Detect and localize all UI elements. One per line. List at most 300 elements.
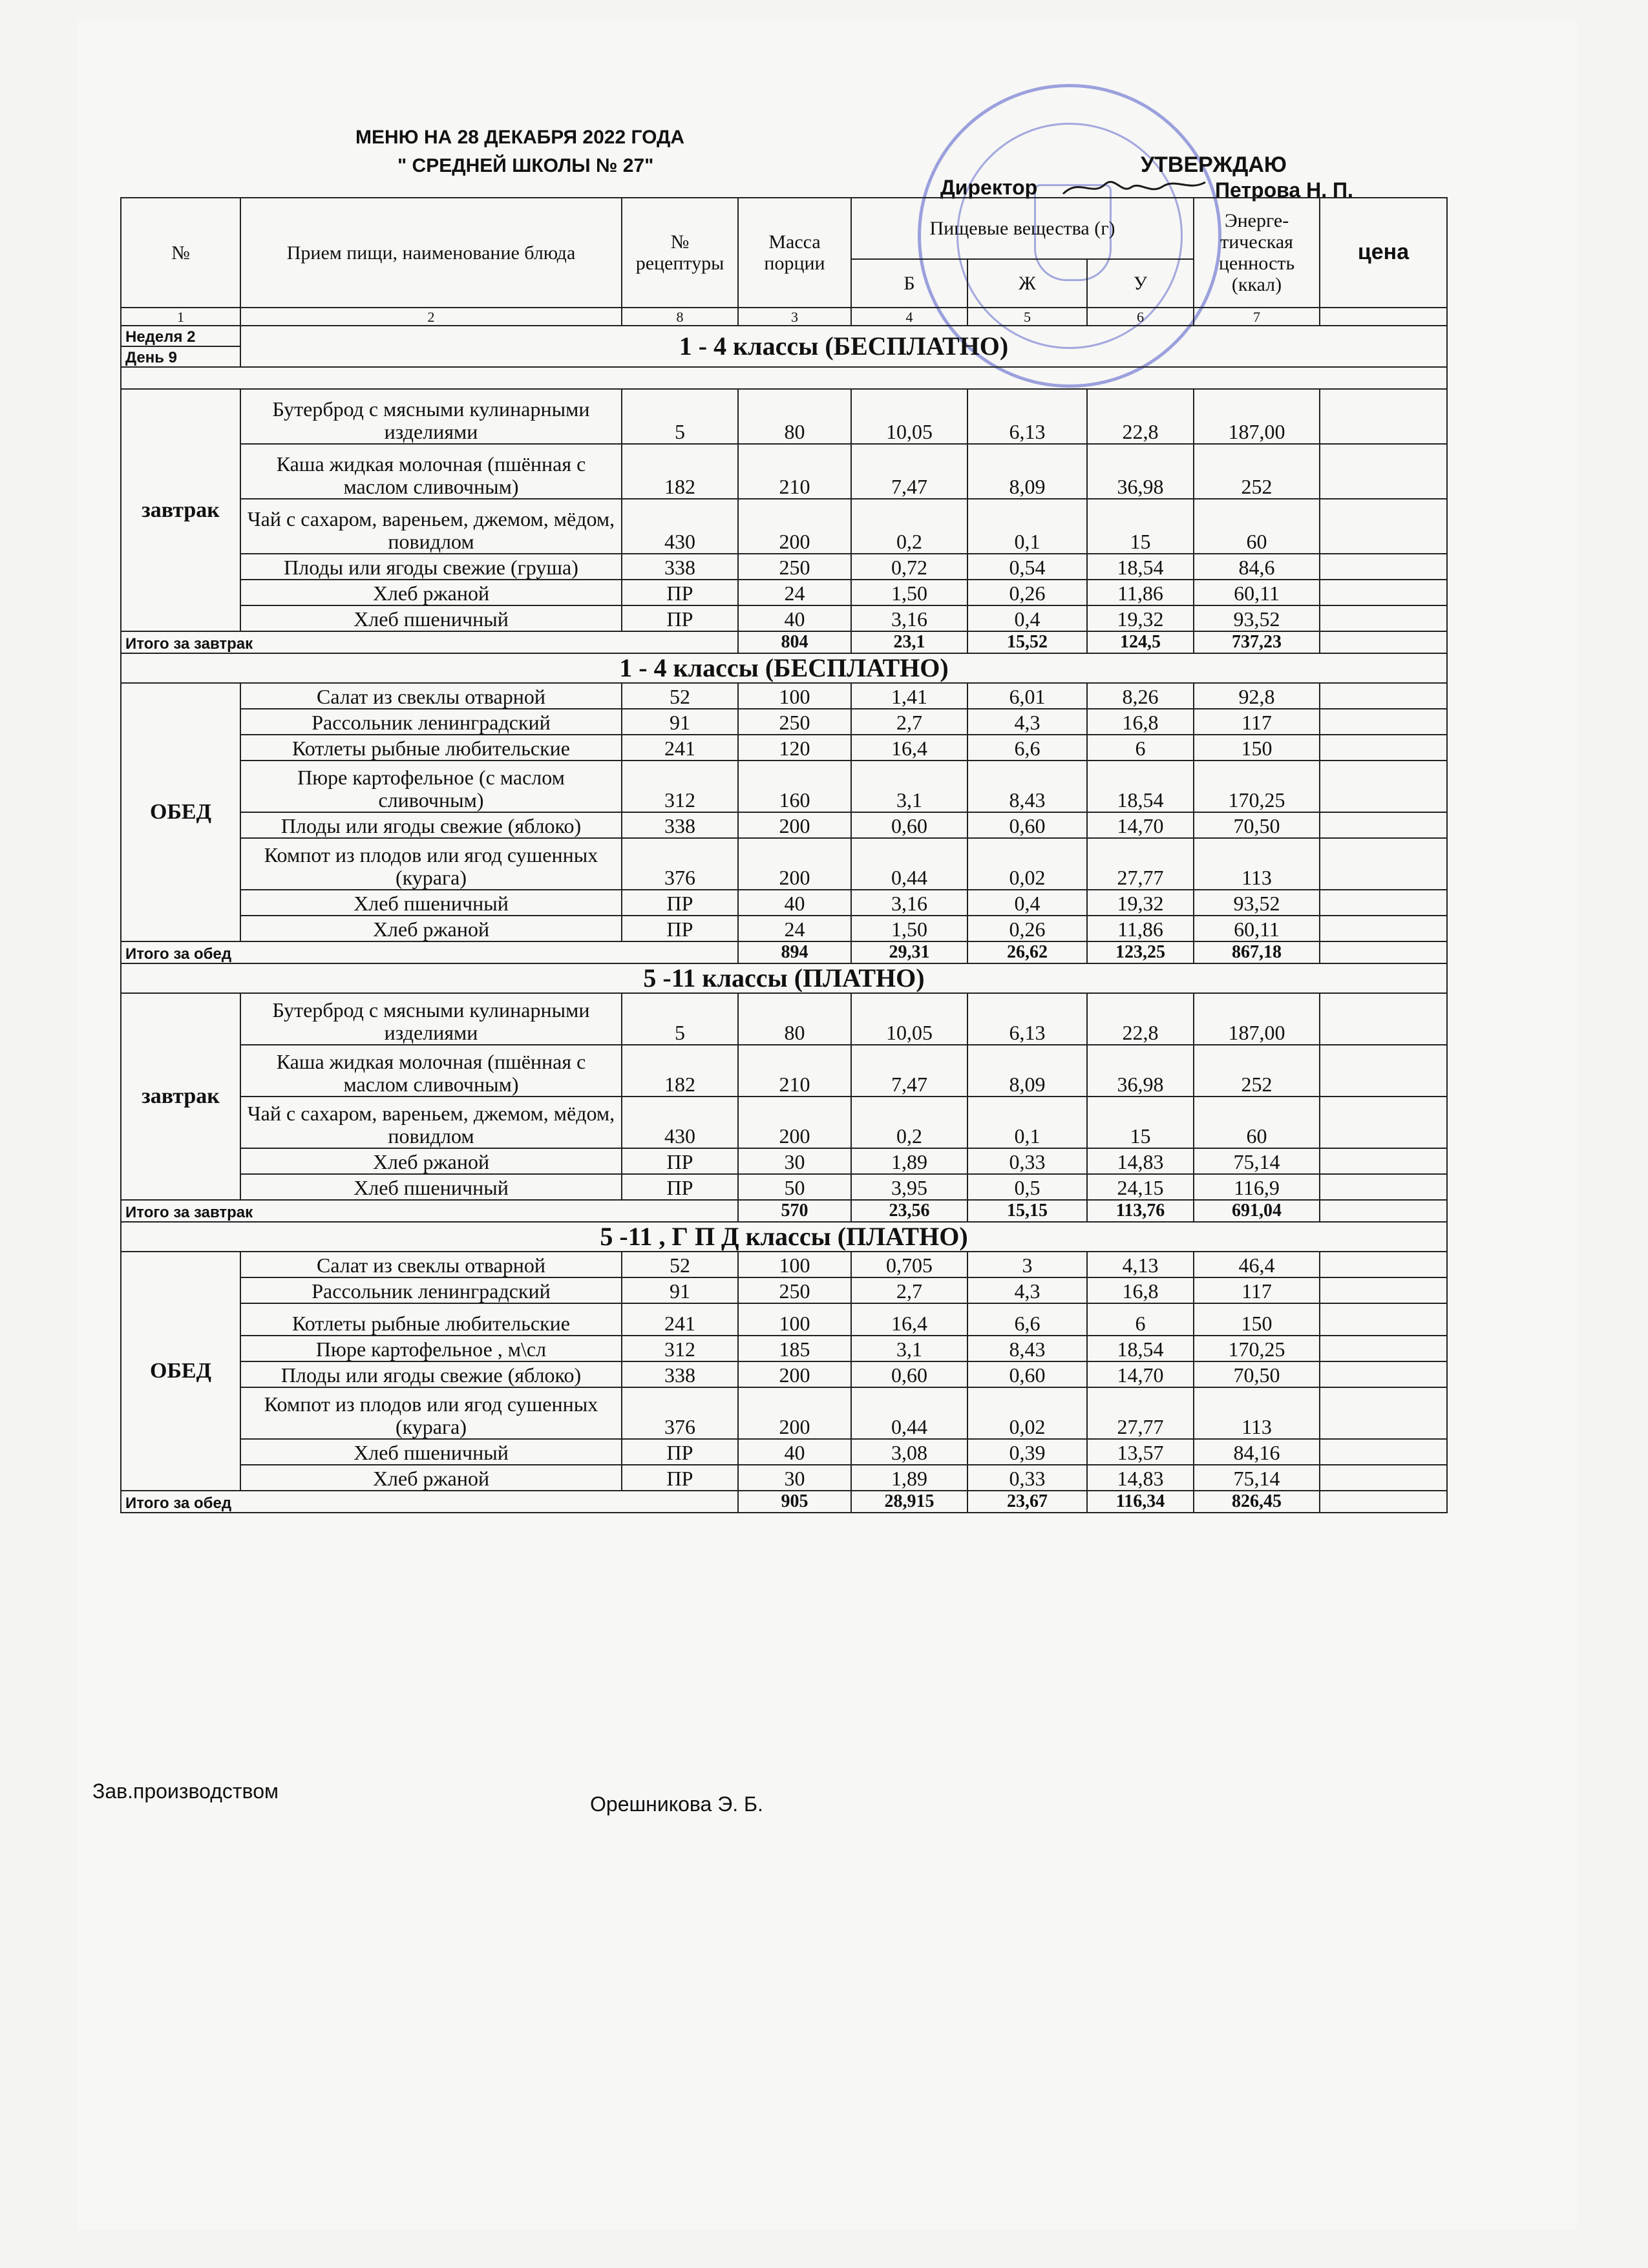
approve-label: УТВЕРЖДАЮ <box>1141 152 1287 177</box>
fat: 0,4 <box>967 605 1087 631</box>
carbs: 24,15 <box>1087 1174 1194 1200</box>
price <box>1320 1097 1447 1148</box>
price <box>1320 1361 1447 1387</box>
protein: 10,05 <box>851 389 967 444</box>
recipe-number: 52 <box>622 683 738 709</box>
col-number: 5 <box>967 308 1087 326</box>
fat: 0,1 <box>967 1097 1087 1148</box>
portion-mass: 200 <box>738 838 851 890</box>
recipe-number: 430 <box>622 499 738 554</box>
recipe-number: 5 <box>622 389 738 444</box>
carbs: 18,54 <box>1087 554 1194 580</box>
carbs: 14,70 <box>1087 812 1194 838</box>
dish-name: Пюре картофельное , м\сл <box>240 1336 622 1361</box>
recipe-number: 338 <box>622 1361 738 1387</box>
header-zh: Ж <box>967 259 1087 308</box>
recipe-number: 338 <box>622 812 738 838</box>
dish-row <box>121 1252 1447 1277</box>
fat: 0,54 <box>967 554 1087 580</box>
fat: 0,02 <box>967 838 1087 890</box>
header-energy-l3: ценность <box>1218 253 1295 274</box>
carbs: 4,13 <box>1087 1252 1194 1277</box>
carbs: 14,83 <box>1087 1148 1194 1174</box>
portion-mass: 120 <box>738 735 851 761</box>
total-mass: 905 <box>738 1491 851 1513</box>
carbs: 19,32 <box>1087 605 1194 631</box>
header-price: цена <box>1320 198 1447 308</box>
dish-name: Рассольник ленинградский <box>240 1277 622 1303</box>
dish-row <box>121 1097 1447 1148</box>
price <box>1320 993 1447 1045</box>
energy: 93,52 <box>1194 605 1320 631</box>
total-label: Итого за обед <box>121 1491 738 1513</box>
director-label: Директор <box>940 176 1038 199</box>
energy: 46,4 <box>1194 1252 1320 1277</box>
dish-name: Котлеты рыбные любительские <box>240 735 622 761</box>
total-protein: 28,915 <box>851 1491 967 1513</box>
price <box>1320 1303 1447 1336</box>
director-name: Петрова Н. П. <box>1215 178 1353 202</box>
dish-row <box>121 1361 1447 1387</box>
recipe-number: 376 <box>622 838 738 890</box>
dish-name: Хлеб пшеничный <box>240 1439 622 1465</box>
price <box>1320 1387 1447 1439</box>
total-row <box>121 1491 1447 1513</box>
carbs: 13,57 <box>1087 1439 1194 1465</box>
carbs: 36,98 <box>1087 1045 1194 1097</box>
portion-mass: 30 <box>738 1148 851 1174</box>
fat: 0,02 <box>967 1387 1087 1439</box>
price <box>1320 1277 1447 1303</box>
protein: 0,44 <box>851 838 967 890</box>
portion-mass: 210 <box>738 444 851 499</box>
total-label: Итого за завтрак <box>121 1200 738 1222</box>
recipe-number: 182 <box>622 1045 738 1097</box>
carbs: 27,77 <box>1087 1387 1194 1439</box>
fat: 0,33 <box>967 1148 1087 1174</box>
recipe-number: 5 <box>622 993 738 1045</box>
energy: 150 <box>1194 735 1320 761</box>
energy: 117 <box>1194 709 1320 735</box>
header-mass-l1: Масса <box>768 231 821 253</box>
header-mass <box>738 198 851 308</box>
total-fat: 15,15 <box>967 1200 1087 1222</box>
dish-row <box>121 683 1447 709</box>
meal-name: ОБЕД <box>121 683 240 941</box>
protein: 1,89 <box>851 1148 967 1174</box>
recipe-number: 241 <box>622 735 738 761</box>
recipe-number: 312 <box>622 1336 738 1361</box>
header-b: Б <box>851 259 967 308</box>
carbs: 8,26 <box>1087 683 1194 709</box>
dish-name: Компот из плодов или ягод сушенных (курага) <box>240 838 622 890</box>
dish-row <box>121 1439 1447 1465</box>
price <box>1320 709 1447 735</box>
portion-mass: 40 <box>738 1439 851 1465</box>
energy: 60 <box>1194 499 1320 554</box>
carbs: 14,70 <box>1087 1361 1194 1387</box>
energy: 170,25 <box>1194 761 1320 812</box>
portion-mass: 100 <box>738 683 851 709</box>
header-energy-l1: Энерге- <box>1224 210 1289 231</box>
dish-name: Хлеб пшеничный <box>240 605 622 631</box>
fat: 8,43 <box>967 1336 1087 1361</box>
header-energy <box>1194 198 1320 308</box>
total-carbs: 123,25 <box>1087 941 1194 963</box>
protein: 0,72 <box>851 554 967 580</box>
dish-row <box>121 444 1447 499</box>
portion-mass: 185 <box>738 1336 851 1361</box>
meal-name: завтрак <box>121 389 240 631</box>
fat: 6,6 <box>967 1303 1087 1336</box>
dish-name: Плоды или ягоды свежие (яблоко) <box>240 1361 622 1387</box>
energy: 60,11 <box>1194 916 1320 941</box>
energy: 252 <box>1194 444 1320 499</box>
recipe-number: ПР <box>622 1174 738 1200</box>
recipe-number: ПР <box>622 1465 738 1491</box>
dish-name: Хлеб ржаной <box>240 1148 622 1174</box>
header-recipe <box>622 198 738 308</box>
carbs: 6 <box>1087 1303 1194 1336</box>
recipe-number: 182 <box>622 444 738 499</box>
school-name: " СРЕДНЕЙ ШКОЛЫ № 27" <box>397 155 654 176</box>
dish-row <box>121 1336 1447 1361</box>
dish-row <box>121 1045 1447 1097</box>
total-mass: 804 <box>738 631 851 653</box>
total-row <box>121 941 1447 963</box>
dish-row <box>121 605 1447 631</box>
price <box>1320 683 1447 709</box>
protein: 0,2 <box>851 1097 967 1148</box>
fat: 8,09 <box>967 1045 1087 1097</box>
col-number: 7 <box>1194 308 1320 326</box>
protein: 1,50 <box>851 916 967 941</box>
recipe-number: ПР <box>622 580 738 605</box>
header-u: У <box>1087 259 1194 308</box>
col-number: 2 <box>240 308 622 326</box>
total-label: Итого за завтрак <box>121 631 738 653</box>
dish-name: Пюре картофельное (с маслом сливочным) <box>240 761 622 812</box>
price <box>1320 1465 1447 1491</box>
header-energy-l4: (ккал) <box>1231 274 1282 295</box>
dish-name: Бутерброд с мясными кулинарными изделиями <box>240 389 622 444</box>
carbs: 11,86 <box>1087 580 1194 605</box>
dish-row <box>121 812 1447 838</box>
protein: 10,05 <box>851 993 967 1045</box>
energy: 252 <box>1194 1045 1320 1097</box>
energy: 117 <box>1194 1277 1320 1303</box>
dish-name: Хлеб ржаной <box>240 1465 622 1491</box>
header-mass-l2: порции <box>764 253 825 274</box>
fat: 0,1 <box>967 499 1087 554</box>
dish-row <box>121 1303 1447 1336</box>
recipe-number: ПР <box>622 605 738 631</box>
portion-mass: 250 <box>738 1277 851 1303</box>
price <box>1320 890 1447 916</box>
total-carbs: 113,76 <box>1087 1200 1194 1222</box>
total-protein: 23,1 <box>851 631 967 653</box>
recipe-number: 312 <box>622 761 738 812</box>
dish-row <box>121 838 1447 890</box>
fat: 0,33 <box>967 1465 1087 1491</box>
recipe-number: 338 <box>622 554 738 580</box>
fat: 0,26 <box>967 916 1087 941</box>
total-price <box>1320 1200 1447 1222</box>
price <box>1320 761 1447 812</box>
protein: 3,1 <box>851 761 967 812</box>
total-fat: 26,62 <box>967 941 1087 963</box>
header-recipe-l2: рецептуры <box>635 253 724 274</box>
total-energy: 737,23 <box>1194 631 1320 653</box>
energy: 75,14 <box>1194 1148 1320 1174</box>
spacer-row <box>121 367 1447 389</box>
portion-mass: 210 <box>738 1045 851 1097</box>
total-energy: 826,45 <box>1194 1491 1320 1513</box>
carbs: 16,8 <box>1087 1277 1194 1303</box>
dish-name: Котлеты рыбные любительские <box>240 1303 622 1336</box>
dish-name: Хлеб пшеничный <box>240 890 622 916</box>
director-signature <box>1060 174 1209 200</box>
energy: 170,25 <box>1194 1336 1320 1361</box>
protein: 0,44 <box>851 1387 967 1439</box>
protein: 3,16 <box>851 890 967 916</box>
protein: 3,08 <box>851 1439 967 1465</box>
portion-mass: 100 <box>738 1303 851 1336</box>
section-title: 5 -11 классы (ПЛАТНО) <box>121 963 1447 993</box>
section-title: 1 - 4 классы (БЕСПЛАТНО) <box>121 653 1447 683</box>
dish-name: Хлеб ржаной <box>240 580 622 605</box>
protein: 7,47 <box>851 444 967 499</box>
col-number: 4 <box>851 308 967 326</box>
day-label: День 9 <box>121 346 240 367</box>
recipe-number: 430 <box>622 1097 738 1148</box>
total-protein: 23,56 <box>851 1200 967 1222</box>
dish-row <box>121 1148 1447 1174</box>
protein: 3,1 <box>851 1336 967 1361</box>
energy: 187,00 <box>1194 389 1320 444</box>
dish-name: Хлеб ржаной <box>240 916 622 941</box>
protein: 16,4 <box>851 735 967 761</box>
energy: 84,16 <box>1194 1439 1320 1465</box>
energy: 150 <box>1194 1303 1320 1336</box>
fat: 0,4 <box>967 890 1087 916</box>
fat: 0,39 <box>967 1439 1087 1465</box>
dish-name: Хлеб пшеничный <box>240 1174 622 1200</box>
protein: 3,16 <box>851 605 967 631</box>
dish-row <box>121 993 1447 1045</box>
carbs: 11,86 <box>1087 916 1194 941</box>
carbs: 6 <box>1087 735 1194 761</box>
fat: 6,13 <box>967 389 1087 444</box>
carbs: 15 <box>1087 1097 1194 1148</box>
dish-name: Плоды или ягоды свежие (груша) <box>240 554 622 580</box>
price <box>1320 389 1447 444</box>
dish-name: Каша жидкая молочная (пшённая с маслом сливочным) <box>240 444 622 499</box>
portion-mass: 24 <box>738 916 851 941</box>
portion-mass: 50 <box>738 1174 851 1200</box>
total-energy: 867,18 <box>1194 941 1320 963</box>
portion-mass: 200 <box>738 1361 851 1387</box>
fat: 6,6 <box>967 735 1087 761</box>
portion-mass: 30 <box>738 1465 851 1491</box>
energy: 187,00 <box>1194 993 1320 1045</box>
price <box>1320 735 1447 761</box>
total-label: Итого за обед <box>121 941 738 963</box>
recipe-number: ПР <box>622 916 738 941</box>
total-price <box>1320 1491 1447 1513</box>
price <box>1320 838 1447 890</box>
dish-row <box>121 890 1447 916</box>
protein: 7,47 <box>851 1045 967 1097</box>
energy: 70,50 <box>1194 1361 1320 1387</box>
protein: 16,4 <box>851 1303 967 1336</box>
protein: 3,95 <box>851 1174 967 1200</box>
carbs: 18,54 <box>1087 1336 1194 1361</box>
dish-name: Плоды или ягоды свежие (яблоко) <box>240 812 622 838</box>
dish-row <box>121 554 1447 580</box>
recipe-number: 91 <box>622 709 738 735</box>
dish-row <box>121 1387 1447 1439</box>
portion-mass: 250 <box>738 554 851 580</box>
header-recipe-l1: № <box>670 231 690 253</box>
fat: 0,5 <box>967 1174 1087 1200</box>
fat: 4,3 <box>967 709 1087 735</box>
total-protein: 29,31 <box>851 941 967 963</box>
protein: 2,7 <box>851 1277 967 1303</box>
dish-row <box>121 916 1447 941</box>
energy: 93,52 <box>1194 890 1320 916</box>
protein: 1,89 <box>851 1465 967 1491</box>
carbs: 16,8 <box>1087 709 1194 735</box>
menu-table <box>120 197 1448 1513</box>
dish-row <box>121 709 1447 735</box>
col-number: 3 <box>738 308 851 326</box>
total-fat: 23,67 <box>967 1491 1087 1513</box>
price <box>1320 554 1447 580</box>
dish-name: Салат из свеклы отварной <box>240 683 622 709</box>
price <box>1320 1148 1447 1174</box>
dish-row <box>121 499 1447 554</box>
dish-row <box>121 1277 1447 1303</box>
total-mass: 894 <box>738 941 851 963</box>
week-label: Неделя 2 <box>121 326 240 346</box>
header-dish: Прием пищи, наименование блюда <box>240 198 622 308</box>
recipe-number: ПР <box>622 890 738 916</box>
dish-name: Компот из плодов или ягод сушенных (курага) <box>240 1387 622 1439</box>
price <box>1320 444 1447 499</box>
portion-mass: 40 <box>738 605 851 631</box>
price <box>1320 812 1447 838</box>
fat: 3 <box>967 1252 1087 1277</box>
carbs: 14,83 <box>1087 1465 1194 1491</box>
protein: 1,41 <box>851 683 967 709</box>
dish-name: Рассольник ленинградский <box>240 709 622 735</box>
portion-mass: 200 <box>738 812 851 838</box>
dish-name: Салат из свеклы отварной <box>240 1252 622 1277</box>
col-number-empty <box>1320 308 1447 326</box>
recipe-number: 91 <box>622 1277 738 1303</box>
recipe-number: 52 <box>622 1252 738 1277</box>
portion-mass: 100 <box>738 1252 851 1277</box>
price <box>1320 499 1447 554</box>
total-row <box>121 1200 1447 1222</box>
dish-name: Каша жидкая молочная (пшённая с маслом сливочным) <box>240 1045 622 1097</box>
total-price <box>1320 941 1447 963</box>
price <box>1320 1336 1447 1361</box>
meal-name: ОБЕД <box>121 1252 240 1491</box>
dish-row <box>121 1174 1447 1200</box>
recipe-number: 241 <box>622 1303 738 1336</box>
protein: 0,60 <box>851 1361 967 1387</box>
price <box>1320 605 1447 631</box>
header-num: № <box>121 198 240 308</box>
section-title: 1 - 4 классы (БЕСПЛАТНО) <box>240 326 1447 367</box>
energy: 75,14 <box>1194 1465 1320 1491</box>
energy: 84,6 <box>1194 554 1320 580</box>
dish-name: Чай с сахаром, вареньем, джемом, мёдом, повидлом <box>240 499 622 554</box>
carbs: 36,98 <box>1087 444 1194 499</box>
price <box>1320 1045 1447 1097</box>
fat: 8,09 <box>967 444 1087 499</box>
protein: 2,7 <box>851 709 967 735</box>
price <box>1320 1439 1447 1465</box>
dish-row <box>121 761 1447 812</box>
dish-row <box>121 735 1447 761</box>
portion-mass: 200 <box>738 1097 851 1148</box>
energy: 113 <box>1194 838 1320 890</box>
total-carbs: 124,5 <box>1087 631 1194 653</box>
energy: 60,11 <box>1194 580 1320 605</box>
price <box>1320 916 1447 941</box>
carbs: 18,54 <box>1087 761 1194 812</box>
recipe-number: ПР <box>622 1439 738 1465</box>
dish-row <box>121 580 1447 605</box>
energy: 92,8 <box>1194 683 1320 709</box>
portion-mass: 80 <box>738 389 851 444</box>
energy: 70,50 <box>1194 812 1320 838</box>
fat: 0,26 <box>967 580 1087 605</box>
portion-mass: 40 <box>738 890 851 916</box>
dish-row <box>121 389 1447 444</box>
header-energy-l2: тическая <box>1220 231 1293 253</box>
protein: 0,705 <box>851 1252 967 1277</box>
section-title: 5 -11 , Г П Д классы (ПЛАТНО) <box>121 1222 1447 1252</box>
total-carbs: 116,34 <box>1087 1491 1194 1513</box>
total-fat: 15,52 <box>967 631 1087 653</box>
fat: 8,43 <box>967 761 1087 812</box>
fat: 6,01 <box>967 683 1087 709</box>
dish-name: Чай с сахаром, вареньем, джемом, мёдом, повидлом <box>240 1097 622 1148</box>
carbs: 19,32 <box>1087 890 1194 916</box>
total-price <box>1320 631 1447 653</box>
total-mass: 570 <box>738 1200 851 1222</box>
energy: 116,9 <box>1194 1174 1320 1200</box>
dish-name: Бутерброд с мясными кулинарными изделиями <box>240 993 622 1045</box>
energy: 113 <box>1194 1387 1320 1439</box>
carbs: 22,8 <box>1087 993 1194 1045</box>
col-number: 1 <box>121 308 240 326</box>
portion-mass: 160 <box>738 761 851 812</box>
recipe-number: 376 <box>622 1387 738 1439</box>
portion-mass: 200 <box>738 499 851 554</box>
price <box>1320 1174 1447 1200</box>
protein: 0,2 <box>851 499 967 554</box>
fat: 0,60 <box>967 1361 1087 1387</box>
price <box>1320 580 1447 605</box>
protein: 1,50 <box>851 580 967 605</box>
recipe-number: ПР <box>622 1148 738 1174</box>
total-energy: 691,04 <box>1194 1200 1320 1222</box>
